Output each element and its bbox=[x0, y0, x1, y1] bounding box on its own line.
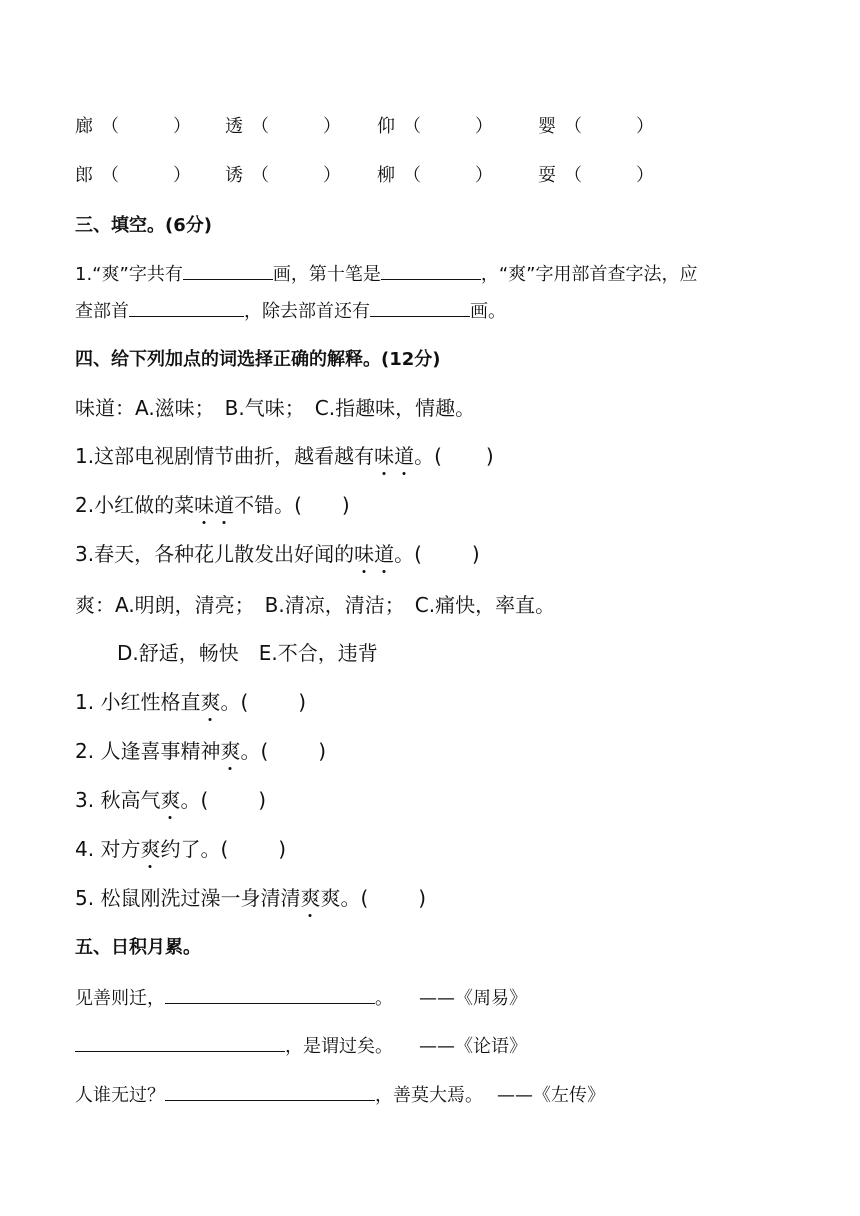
answer-blank[interactable] bbox=[165, 985, 375, 1004]
shuang-options-2: D.舒适，畅快 E.不合，违背 bbox=[117, 641, 378, 665]
paren-open: （ bbox=[564, 116, 582, 137]
text: 5. 松鼠刚洗过澡一身清清 bbox=[75, 886, 301, 910]
paren-open: （ bbox=[101, 116, 119, 137]
text: 3. 秋高气 bbox=[75, 788, 161, 812]
text: 3.春天，各种花儿散发出好闻的 bbox=[75, 542, 355, 566]
paren-open: （ bbox=[101, 165, 119, 186]
text: 人谁无过？ bbox=[75, 1085, 165, 1106]
answer-blank[interactable] bbox=[183, 261, 273, 280]
dotted-char: 爽 bbox=[220, 735, 240, 764]
text: 1. 小红性格直 bbox=[75, 690, 201, 714]
dotted-char: 道 bbox=[394, 440, 414, 469]
proverb-line-2 bbox=[75, 1032, 527, 1058]
char-item bbox=[75, 112, 191, 138]
shuang-options-1: 爽：A.明朗，清亮； B.清凉，清洁； C.痛快，率直。 bbox=[75, 593, 556, 617]
text: ) bbox=[341, 493, 350, 517]
section-4-heading: 四、给下列加点的词选择正确的解释。(12分) bbox=[75, 349, 441, 370]
dotted-char: 味 bbox=[194, 489, 214, 518]
question-shuang-3 bbox=[75, 784, 266, 813]
paren-close: ） bbox=[636, 165, 654, 186]
dotted-char: 味 bbox=[354, 538, 374, 567]
text: 查部首 bbox=[75, 301, 129, 322]
paren-open: （ bbox=[251, 116, 269, 137]
question-weidao-1 bbox=[75, 440, 494, 469]
text: ) bbox=[318, 739, 327, 763]
text: 画，第十笔是 bbox=[272, 264, 381, 285]
text: ) bbox=[258, 788, 267, 812]
dotted-char: 味 bbox=[374, 440, 394, 469]
fill-line-2 bbox=[75, 297, 506, 323]
dotted-char: 道 bbox=[214, 489, 234, 518]
char-row-1 bbox=[0, 112, 860, 142]
answer-blank[interactable] bbox=[381, 261, 481, 280]
paren-close: ） bbox=[323, 165, 341, 186]
text: 4. 对方 bbox=[75, 837, 141, 861]
char: 耍 bbox=[538, 165, 556, 186]
dotted-char: 道 bbox=[374, 538, 394, 567]
text: ，善莫大焉。 bbox=[375, 1085, 483, 1106]
text: 1.这部电视剧情节曲折，越看越有 bbox=[75, 444, 375, 468]
char: 柳 bbox=[377, 165, 395, 186]
paren-open: （ bbox=[403, 116, 421, 137]
char: 透 bbox=[225, 116, 243, 137]
proverb-line-1 bbox=[75, 984, 527, 1010]
dotted-char: 爽 bbox=[300, 882, 320, 911]
paren-open: （ bbox=[564, 165, 582, 186]
answer-blank[interactable] bbox=[165, 1082, 375, 1101]
proverb-line-3 bbox=[75, 1081, 605, 1107]
char-item bbox=[225, 112, 341, 138]
text: 。( bbox=[394, 542, 422, 566]
fill-line-1 bbox=[75, 260, 697, 286]
text: 。( bbox=[240, 739, 269, 763]
char-item bbox=[225, 161, 341, 187]
answer-blank[interactable] bbox=[129, 298, 244, 317]
paren-close: ） bbox=[173, 116, 191, 137]
char-item bbox=[538, 161, 654, 187]
weidao-options: 味道：A.滋味； B.气味； C.指趣味，情趣。 bbox=[75, 396, 476, 420]
question-shuang-1 bbox=[75, 686, 306, 715]
source-citation: ——《周易》 bbox=[419, 988, 527, 1009]
text: ，是谓过矣。 bbox=[285, 1036, 393, 1057]
char: 仰 bbox=[377, 116, 395, 137]
char: 婴 bbox=[538, 116, 556, 137]
text: 2. 人逢喜事精神 bbox=[75, 739, 221, 763]
text: 1.“爽”字共有 bbox=[75, 264, 183, 285]
paren-close: ） bbox=[173, 165, 191, 186]
text: 不错。( bbox=[234, 493, 302, 517]
paren-open: （ bbox=[251, 165, 269, 186]
answer-blank[interactable] bbox=[370, 298, 470, 317]
paren-close: ） bbox=[636, 116, 654, 137]
char: 廊 bbox=[75, 116, 93, 137]
question-weidao-2 bbox=[75, 489, 350, 518]
char-item bbox=[75, 161, 191, 187]
paren-open: （ bbox=[403, 165, 421, 186]
text: ) bbox=[418, 886, 427, 910]
text: 约了。( bbox=[160, 837, 229, 861]
text: ，“爽”字用部首查字法，应 bbox=[480, 264, 698, 285]
source-citation: ——《论语》 bbox=[419, 1036, 527, 1057]
paren-close: ） bbox=[323, 116, 341, 137]
text: ) bbox=[298, 690, 307, 714]
question-shuang-2 bbox=[75, 735, 326, 764]
question-weidao-3 bbox=[75, 538, 480, 567]
section-5-heading: 五、日积月累。 bbox=[75, 937, 201, 958]
source-citation: ——《左传》 bbox=[497, 1085, 605, 1106]
char: 诱 bbox=[225, 165, 243, 186]
text: 。( bbox=[180, 788, 209, 812]
char: 郎 bbox=[75, 165, 93, 186]
dotted-char: 爽 bbox=[160, 784, 180, 813]
text: 见善则迁， bbox=[75, 988, 165, 1009]
question-shuang-4 bbox=[75, 833, 286, 862]
text: ，除去部首还有 bbox=[244, 301, 370, 322]
text: 画。 bbox=[470, 301, 506, 322]
char-row-2 bbox=[0, 161, 860, 191]
paren-close: ） bbox=[475, 116, 493, 137]
text: ) bbox=[471, 542, 480, 566]
paren-close: ） bbox=[475, 165, 493, 186]
char-item bbox=[538, 112, 654, 138]
text: 。( bbox=[220, 690, 249, 714]
text: 。 bbox=[375, 988, 393, 1009]
text: ) bbox=[485, 444, 494, 468]
question-shuang-5 bbox=[75, 882, 426, 911]
dotted-char: 爽 bbox=[140, 833, 160, 862]
text: 爽。( bbox=[320, 886, 369, 910]
answer-blank[interactable] bbox=[75, 1033, 285, 1052]
text: 2.小红做的菜 bbox=[75, 493, 195, 517]
text: 。( bbox=[414, 444, 442, 468]
char-item bbox=[377, 112, 493, 138]
section-3-heading: 三、填空。(6分) bbox=[75, 215, 212, 236]
dotted-char: 爽 bbox=[200, 686, 220, 715]
char-item bbox=[377, 161, 493, 187]
text: ) bbox=[278, 837, 287, 861]
